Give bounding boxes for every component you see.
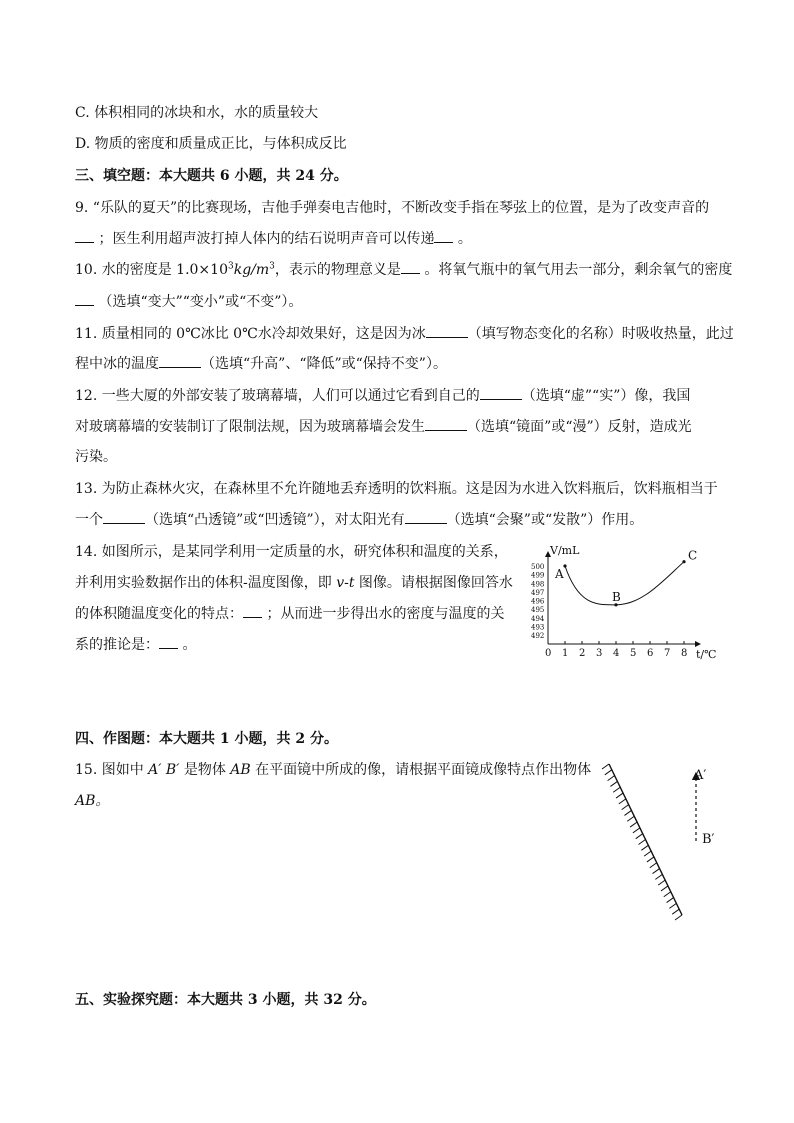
y-tick-label: 496 <box>531 597 545 606</box>
q14-text-3b: ；从而进一步得出水的密度与温度的关 <box>266 606 505 622</box>
q9-text-2b: 。 <box>457 231 472 247</box>
q11-text-2b: （选填“升高”、“降低”或“保持不变”）。 <box>201 356 447 372</box>
y-tick-label: 493 <box>531 623 545 632</box>
x-tick-label: 6 <box>647 648 654 659</box>
q10-text-1c: 。将氧气瓶中的氧气用去一部分，剩余氧气的密度 <box>424 262 733 278</box>
hatch-mark <box>616 793 623 798</box>
hatch-mark <box>624 810 631 815</box>
x-axis-label: t/℃ <box>696 648 717 661</box>
var-t: t <box>348 575 355 591</box>
section-3-heading: 三、填空题：本大题共 6 小题，共 24 分。 <box>75 168 348 184</box>
hatch-mark <box>669 903 676 908</box>
answer-blank[interactable] <box>480 387 522 400</box>
hatch-mark <box>610 781 617 786</box>
answer-blank[interactable] <box>425 418 467 431</box>
hatch-mark <box>647 857 654 862</box>
q11-text-1a: 11. 质量相同的 0℃冰比 0℃水冷却效果好，这是因为冰 <box>75 326 426 342</box>
answer-blank[interactable] <box>159 355 201 368</box>
q12-line-1 <box>75 387 690 405</box>
hatch-mark <box>605 770 612 775</box>
q13-text-2b: （选填“凸透镜”或“凹透镜”），对太阳光有 <box>145 512 405 528</box>
data-point <box>563 564 566 567</box>
q14-text-4a: 系的推论是： <box>75 637 159 653</box>
label-b-prime: B′ <box>702 832 715 847</box>
hatch-mark <box>613 787 620 792</box>
answer-blank[interactable] <box>159 636 178 649</box>
q12-line-3: 污染。 <box>75 449 117 465</box>
hatch-mark <box>655 874 662 879</box>
unit-exponent: 3 <box>269 261 275 272</box>
point-label: A <box>555 567 564 581</box>
x-tick-label: 2 <box>579 648 586 659</box>
q12-text-1b: （选填“虚”“实”）像，我国 <box>521 388 691 404</box>
var-v: v <box>336 575 345 591</box>
q11-text-1b: （填写物态变化的名称）时吸收热量，此过 <box>467 326 734 342</box>
y-tick-label: 498 <box>531 580 545 589</box>
hatch-mark <box>630 822 637 827</box>
q9-line-1: 9. “乐队的夏天”的比赛现场，吉他手弹奏电吉他时，不断改变手指在琴弦上的位置，是为了改变声音的 <box>75 200 710 216</box>
y-tick-label: 499 <box>531 571 545 580</box>
hatch-mark <box>602 764 609 769</box>
hatch-mark <box>622 805 629 810</box>
q14-line-3 <box>75 605 504 623</box>
density-unit: kg/m <box>233 262 270 278</box>
q12-text-1a: 12. 一些大厦的外部安装了玻璃幕墙，人们可以通过它看到自己的 <box>75 388 480 404</box>
hatch-mark <box>672 909 679 914</box>
x-tick-label: 0 <box>545 648 552 659</box>
answer-blank[interactable] <box>426 325 468 338</box>
answer-blank[interactable] <box>75 293 94 306</box>
q9-text-2a: ；医生利用超声波打掉人体内的结石说明声音可以传递 <box>98 231 435 247</box>
series-line <box>565 562 684 605</box>
q15-line-1 <box>75 761 591 779</box>
y-tick-label: 492 <box>531 632 545 640</box>
q12-text-2a: 对玻璃幕墙的安装制订了限制法规，因为玻璃幕墙会发生 <box>75 419 425 435</box>
answer-blank[interactable] <box>75 230 94 243</box>
option-d: D. 物质的密度和质量成正比，与体积成反比 <box>75 136 347 152</box>
y-tick-label: 495 <box>531 606 545 615</box>
q14-text-2b: 图像。请根据图像回答水 <box>354 575 513 591</box>
q12-text-2b: （选填“镜面”或“漫”）反射，造成光 <box>467 419 692 435</box>
q13-line-1: 13. 为防止森林火灾，在森林里不允许随地丢弃透明的饮料瓶。这是因为水进入饮料瓶后，饮料瓶相当于 <box>75 481 718 497</box>
hatch-mark <box>650 863 657 868</box>
y-axis-label: V/mL <box>550 544 580 557</box>
q11-line-1 <box>75 325 734 343</box>
q10-line-1 <box>75 261 732 279</box>
object-label: AB <box>230 762 251 778</box>
q9-line-2 <box>75 230 472 248</box>
q15-text-1e: 在平面镜中所成的像，请根据平面镜成像特点作出物体 <box>250 762 592 778</box>
q14-text-4b: 。 <box>182 637 197 653</box>
y-tick-label: 497 <box>531 588 545 597</box>
q13-text-2a: 一个 <box>75 512 103 528</box>
hatch-mark <box>619 799 626 804</box>
q14-text-2a: 并利用实验数据作出的体积-温度图像，即 <box>75 575 337 591</box>
volume-temperature-chart <box>520 538 730 668</box>
y-tick-label: 500 <box>531 563 545 571</box>
section-4-heading: 四、作图题：本大题共 1 小题，共 2 分。 <box>75 731 338 747</box>
hatch-mark <box>644 851 651 856</box>
hatch-mark <box>627 816 634 821</box>
q10-text-2: （选填“变大”“变小”或“不变”）。 <box>98 294 303 310</box>
q14-line-1: 14. 如图所示，是某同学利用一定质量的水，研究体积和温度的关系， <box>75 544 508 560</box>
point-label: B <box>612 589 621 604</box>
point-label: C <box>688 548 698 563</box>
q15-text-1a: 15. 图如中 <box>75 762 149 778</box>
x-tick-label: 8 <box>681 648 688 659</box>
q15-text-1c: 是物体 <box>179 762 231 778</box>
answer-blank[interactable] <box>243 605 262 618</box>
hatch-mark <box>658 880 665 885</box>
q13-line-2 <box>75 511 643 529</box>
answer-blank[interactable] <box>434 230 453 243</box>
hatch-mark <box>664 892 671 897</box>
hatch-mark <box>641 845 648 850</box>
q14-line-4 <box>75 636 196 654</box>
q10-text-1b: ，表示的物理意义是 <box>274 262 401 278</box>
x-tick-label: 7 <box>664 648 671 659</box>
q14-line-2 <box>75 574 513 592</box>
data-point <box>682 560 685 563</box>
hatch-mark <box>661 886 668 891</box>
hatch-mark <box>633 828 640 833</box>
x-tick-label: 4 <box>613 648 620 659</box>
label-a-prime: A′ <box>694 768 707 783</box>
x-tick-label: 1 <box>562 648 569 659</box>
hatch-mark <box>608 776 615 781</box>
q11-line-2 <box>75 355 447 373</box>
q10-line-2 <box>75 293 302 311</box>
hatch-mark <box>636 834 643 839</box>
q10-text-1a: 10. 水的密度是 1.0×10 <box>75 262 228 278</box>
plane-mirror-figure <box>598 758 738 923</box>
q13-text-2c: （选填“会聚”或“发散”）作用。 <box>446 512 644 528</box>
dash: - <box>344 575 349 591</box>
q14-text-3a: 的体积随温度变化的特点： <box>75 606 243 622</box>
x-tick-label: 5 <box>630 648 637 659</box>
image-label: A′ B′ <box>148 762 180 778</box>
q15-line-2: AB。 <box>75 793 110 809</box>
answer-blank[interactable] <box>405 511 447 524</box>
hatch-mark <box>675 915 682 920</box>
mirror-hatching <box>602 764 682 920</box>
section-5-heading: 五、实验探究题：本大题共 3 小题，共 32 分。 <box>75 992 376 1008</box>
hatch-mark <box>667 898 674 903</box>
option-c: C. 体积相同的冰块和水，水的质量较大 <box>75 105 319 121</box>
x-tick-label: 3 <box>596 648 603 659</box>
answer-blank[interactable] <box>103 511 145 524</box>
hatch-mark <box>653 869 660 874</box>
answer-blank[interactable] <box>401 261 420 274</box>
q12-line-2 <box>75 418 692 436</box>
exponent: 3 <box>227 261 234 272</box>
q11-text-2a: 程中冰的温度 <box>75 356 159 372</box>
hatch-mark <box>639 840 646 845</box>
y-tick-label: 494 <box>531 614 545 623</box>
